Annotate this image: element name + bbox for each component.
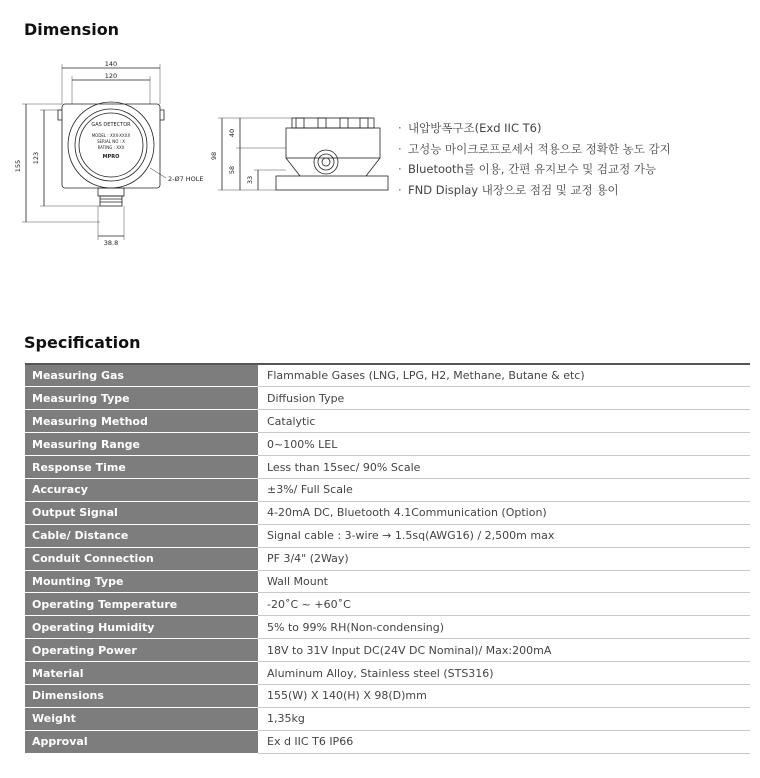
- face-brand: MPRO: [102, 154, 120, 160]
- spec-value: -20˚C ~ +60˚C: [258, 593, 750, 616]
- feature-item: · 내압방폭구조(Exd IIC T6): [398, 121, 542, 135]
- spec-value: 0~100% LEL: [258, 433, 750, 456]
- dim-conduit: 38.8: [103, 239, 119, 247]
- face-ring-text: GAS DETECTOR: [91, 122, 131, 128]
- feature-item: · 고성능 마이크로프로세서 적용으로 정확한 농도 감지: [398, 141, 671, 156]
- table-row: [25, 593, 750, 616]
- spec-label: Dimensions: [25, 684, 258, 707]
- face-line1: MODEL : XXX-XXXX: [91, 133, 131, 138]
- table-row: [25, 570, 750, 593]
- side-body: [286, 128, 380, 158]
- dim-height-total: 155: [14, 159, 22, 173]
- spec-table: [25, 363, 750, 754]
- spec-value: Aluminum Alloy, Stainless steel (STS316): [258, 662, 750, 685]
- face-line2: SERIAL NO : X: [96, 139, 126, 144]
- table-row: [25, 501, 750, 524]
- spec-value: Flammable Gases (LNG, LPG, H2, Methane, Butane & etc): [258, 364, 750, 387]
- table-row: [25, 662, 750, 685]
- spec-label: Operating Power: [25, 639, 258, 662]
- spec-label: Operating Temperature: [25, 593, 258, 616]
- dimension-heading: Dimension: [24, 20, 120, 39]
- spec-value: PF 3/4" (2Way): [258, 547, 750, 570]
- feature-item: · Bluetooth를 이용, 간편 유지보수 및 검교정 가능: [398, 162, 657, 176]
- spec-label: Accuracy: [25, 478, 258, 501]
- spec-label: Weight: [25, 707, 258, 730]
- dim-hole: 2-Ø7 HOLE: [168, 175, 204, 183]
- spec-value: 1,35kg: [258, 707, 750, 730]
- spec-value: ±3%/ Full Scale: [258, 478, 750, 501]
- spec-label: Conduit Connection: [25, 547, 258, 570]
- spec-label: Measuring Gas: [25, 364, 258, 387]
- face-line3: RATING : XXX: [97, 145, 125, 150]
- table-row: [25, 707, 750, 730]
- table-row: [25, 639, 750, 662]
- spec-label: Material: [25, 662, 258, 685]
- spec-label: Output Signal: [25, 501, 258, 524]
- table-row: [25, 410, 750, 433]
- table-row: [25, 387, 750, 410]
- side-base-plate: [276, 176, 388, 190]
- dim-side-top: 40: [228, 128, 236, 138]
- table-row: [25, 478, 750, 501]
- dim-side-total: 98: [210, 151, 218, 161]
- spec-value: Catalytic: [258, 410, 750, 433]
- spec-value: 5% to 99% RH(Non-condensing): [258, 616, 750, 639]
- table-row: [25, 684, 750, 707]
- spec-value: Diffusion Type: [258, 387, 750, 410]
- feature-list: [398, 118, 671, 200]
- table-row: [25, 364, 750, 387]
- spec-value: 18V to 31V Input DC(24V DC Nominal)/ Max:200mA: [258, 639, 750, 662]
- spec-label: Mounting Type: [25, 570, 258, 593]
- front-conduit: [100, 196, 122, 206]
- table-row: [25, 524, 750, 547]
- table-row: [25, 456, 750, 479]
- spec-label: Measuring Range: [25, 433, 258, 456]
- spec-value: 4-20mA DC, Bluetooth 4.1Communication (Option): [258, 501, 750, 524]
- dimension-drawing: [0, 50, 390, 260]
- feature-item: · FND Display 내장으로 점검 및 교정 용이: [398, 182, 619, 197]
- table-row: [25, 730, 750, 753]
- spec-value: Less than 15sec/ 90% Scale: [258, 456, 750, 479]
- dim-side-middle: 58: [228, 165, 236, 175]
- dim-side-bottom: 33: [246, 175, 254, 185]
- spec-label: Cable/ Distance: [25, 524, 258, 547]
- spec-label: Measuring Type: [25, 387, 258, 410]
- spec-label: Approval: [25, 730, 258, 753]
- dim-width-outer: 140: [104, 60, 118, 68]
- specification-heading: Specification: [24, 333, 141, 352]
- spec-value: 155(W) X 140(H) X 98(D)mm: [258, 684, 750, 707]
- table-row: [25, 433, 750, 456]
- spec-value: Ex d IIC T6 IP66: [258, 730, 750, 753]
- spec-label: Measuring Method: [25, 410, 258, 433]
- spec-label: Operating Humidity: [25, 616, 258, 639]
- table-row: [25, 616, 750, 639]
- dim-height-body: 123: [32, 151, 40, 165]
- dim-width-inner: 120: [104, 72, 118, 80]
- spec-value: Wall Mount: [258, 570, 750, 593]
- spec-label: Response Time: [25, 456, 258, 479]
- spec-value: Signal cable : 3-wire → 1.5sq(AWG16) / 2,500m max: [258, 524, 750, 547]
- table-row: [25, 547, 750, 570]
